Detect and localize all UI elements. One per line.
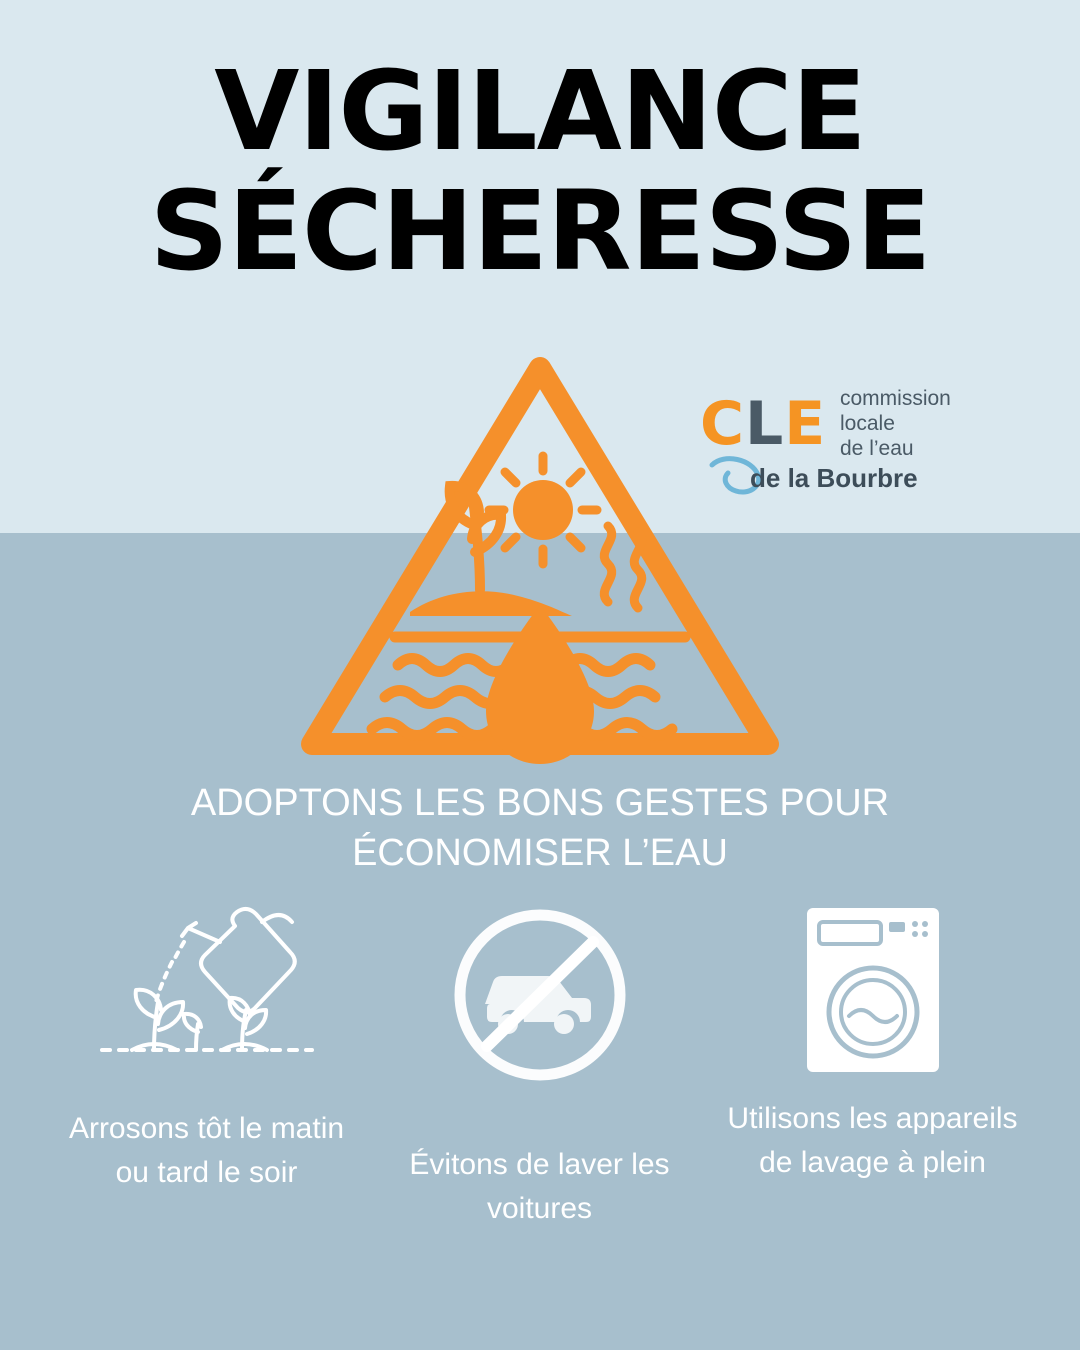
- tip-item: [40, 895, 373, 1275]
- logo-wordmark: [700, 389, 826, 459]
- title-line-2: SÉCHERESSE: [149, 167, 931, 296]
- logo-tagline-line-1: commission: [840, 387, 951, 410]
- page-title: [0, 47, 1080, 296]
- title-line-1: VIGILANCE: [214, 47, 866, 175]
- logo-tagline-line-3: de l’eau: [840, 436, 914, 460]
- logo-tagline: [840, 387, 951, 461]
- tip-label: Arrosons tôt le matin ou tard le soir: [68, 1112, 345, 1189]
- tip-label: Évitons de laver les voitures: [409, 1148, 670, 1225]
- subtitle-text: ADOPTONS LES BONS GESTES POUR ÉCONOMISER L’EAU: [190, 782, 890, 875]
- washing-machine-icon: [706, 895, 1039, 1085]
- watering-can-plants-icon: [40, 895, 373, 1085]
- tips-row: [40, 895, 1040, 1275]
- logo-letter-c: C: [700, 389, 746, 459]
- logo-subtitle: de la Bourbre: [750, 463, 918, 493]
- tip-item: [373, 895, 706, 1275]
- tip-item: [706, 895, 1039, 1275]
- logo-letter-l: L: [745, 389, 785, 459]
- tip-label: Utilisons les appareils de lavage à plein: [727, 1102, 1018, 1179]
- no-car-wash-icon: [373, 895, 706, 1095]
- cle-logo: [700, 385, 990, 505]
- logo-letter-e: E: [784, 389, 827, 459]
- logo-tagline-line-2: locale: [840, 411, 895, 435]
